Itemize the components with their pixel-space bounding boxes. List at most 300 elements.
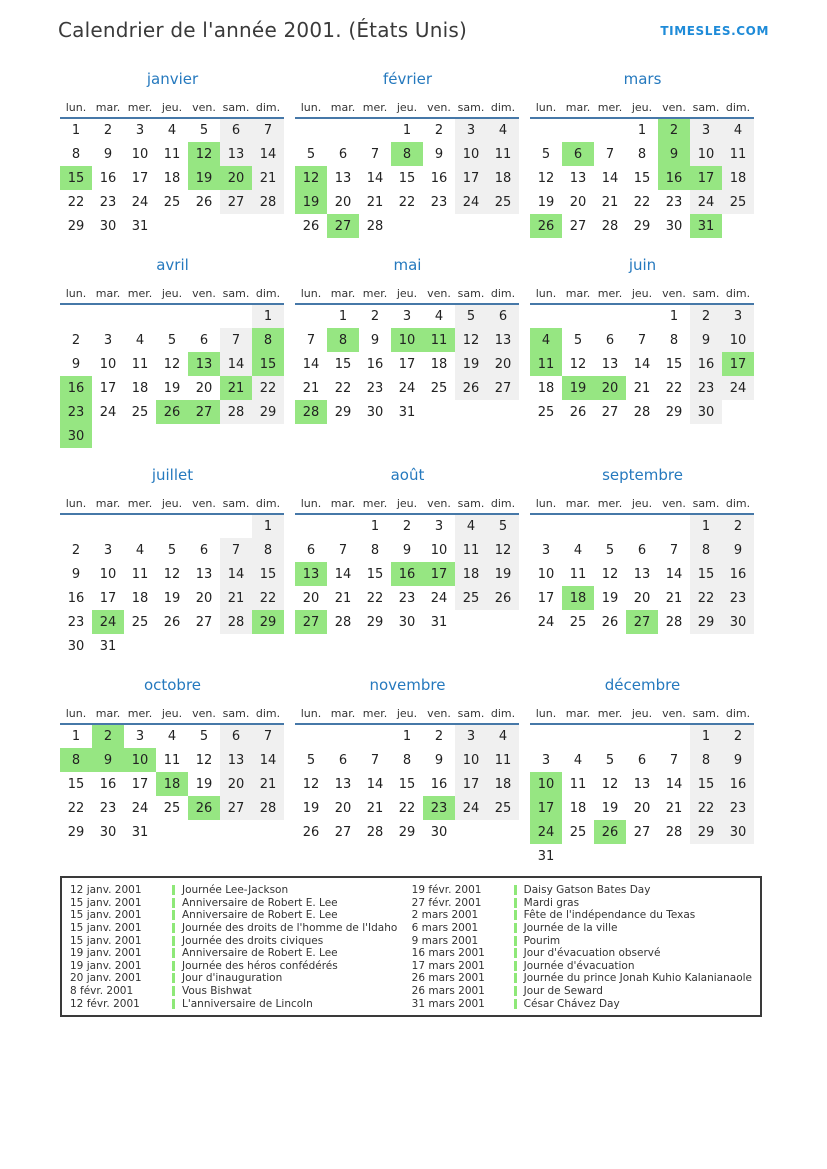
legend-event-name: Anniversaire de Robert E. Lee bbox=[182, 896, 338, 909]
day-cell: 4 bbox=[573, 752, 583, 768]
day-cell: 7 bbox=[338, 542, 348, 558]
legend-column bbox=[412, 884, 752, 1010]
empty-day-cell bbox=[60, 304, 92, 328]
day-cell: 3 bbox=[103, 332, 113, 348]
day-header: lun. bbox=[65, 286, 87, 300]
empty-day-cell bbox=[359, 724, 391, 748]
day-cell: 18 bbox=[430, 356, 448, 372]
day-cell: 31 bbox=[131, 218, 149, 234]
day-cell: 25 bbox=[131, 614, 149, 630]
day-cell: 31 bbox=[537, 848, 555, 864]
day-cell: 17 bbox=[537, 590, 555, 606]
day-cell: 22 bbox=[67, 800, 85, 816]
day-header: mer. bbox=[127, 706, 153, 720]
day-cell: 8 bbox=[669, 332, 679, 348]
day-cell: 25 bbox=[163, 800, 181, 816]
legend-date: 26 mars 2001 bbox=[411, 972, 485, 985]
day-cell: 7 bbox=[370, 146, 380, 162]
month-mai bbox=[295, 256, 520, 448]
site-link[interactable]: TIMESLES.COM bbox=[660, 24, 769, 38]
holiday-day-cell: 16 bbox=[391, 562, 423, 586]
day-header: sam. bbox=[222, 286, 250, 300]
empty-day-cell bbox=[455, 214, 487, 238]
legend-entry bbox=[70, 934, 400, 947]
day-cell: 5 bbox=[306, 146, 316, 162]
holiday-day-cell: 26 bbox=[188, 796, 220, 820]
day-cell: 6 bbox=[220, 724, 252, 748]
holiday-day-cell: 18 bbox=[562, 586, 594, 610]
day-cell: 5 bbox=[306, 752, 316, 768]
legend-entry bbox=[412, 960, 752, 973]
day-cell: 7 bbox=[220, 538, 252, 562]
day-cell: 1 bbox=[71, 123, 81, 138]
legend-event-name: Jour d'inauguration bbox=[182, 972, 283, 985]
day-cell: 17 bbox=[455, 772, 487, 796]
day-cell: 12 bbox=[601, 566, 619, 582]
legend-event-name: Journée Lee-Jackson bbox=[182, 884, 289, 897]
holiday-day-cell: 26 bbox=[594, 820, 626, 844]
day-cell: 12 bbox=[487, 538, 519, 562]
holiday-day-cell: 15 bbox=[60, 166, 92, 190]
holiday-marker-icon bbox=[172, 986, 175, 996]
holiday-day-cell: 9 bbox=[658, 142, 690, 166]
day-cell: 9 bbox=[434, 752, 444, 768]
day-header: mar. bbox=[95, 100, 121, 114]
legend-date: 19 févr. 2001 bbox=[411, 884, 482, 897]
day-header: jeu. bbox=[161, 496, 183, 510]
day-cell: 21 bbox=[665, 800, 683, 816]
day-cell: 15 bbox=[398, 170, 416, 186]
day-cell: 29 bbox=[334, 404, 352, 420]
day-header: mar. bbox=[330, 286, 356, 300]
day-cell: 19 bbox=[601, 590, 619, 606]
day-header: ven. bbox=[192, 286, 216, 300]
day-cell: 6 bbox=[338, 752, 348, 768]
day-cell: 4 bbox=[167, 123, 177, 138]
day-cell: 12 bbox=[195, 752, 213, 768]
empty-day-cell bbox=[188, 304, 220, 328]
day-cell: 1 bbox=[71, 729, 81, 744]
day-cell: 30 bbox=[722, 820, 754, 844]
legend-entry bbox=[412, 934, 752, 947]
day-cell: 7 bbox=[370, 752, 380, 768]
day-header: mar. bbox=[330, 706, 356, 720]
day-cell: 21 bbox=[252, 772, 284, 796]
empty-day-cell bbox=[626, 304, 658, 328]
day-cell: 3 bbox=[434, 519, 444, 534]
day-cell: 29 bbox=[690, 820, 722, 844]
day-cell: 5 bbox=[199, 729, 209, 744]
empty-day-cell bbox=[530, 304, 562, 328]
month-title: janvier bbox=[146, 70, 199, 88]
holiday-day-cell: 23 bbox=[60, 400, 92, 424]
day-cell: 3 bbox=[135, 729, 145, 744]
day-cell: 15 bbox=[334, 356, 352, 372]
holiday-day-cell: 20 bbox=[220, 166, 252, 190]
legend-entry bbox=[412, 947, 752, 960]
day-cell: 30 bbox=[67, 638, 85, 654]
legend-entry bbox=[70, 922, 400, 935]
empty-day-cell bbox=[594, 514, 626, 538]
month-table bbox=[295, 283, 519, 424]
day-cell: 25 bbox=[163, 194, 181, 210]
day-header: ven. bbox=[192, 100, 216, 114]
day-cell: 8 bbox=[71, 146, 81, 162]
day-cell: 29 bbox=[252, 400, 284, 424]
day-cell: 2 bbox=[71, 542, 81, 558]
day-cell: 5 bbox=[541, 146, 551, 162]
month-table bbox=[295, 97, 519, 238]
day-cell: 3 bbox=[722, 304, 754, 328]
day-cell: 15 bbox=[690, 772, 722, 796]
day-cell: 15 bbox=[252, 562, 284, 586]
day-cell: 23 bbox=[366, 380, 384, 396]
day-header: dim. bbox=[490, 496, 516, 510]
legend-date: 19 janv. 2001 bbox=[70, 959, 142, 972]
empty-day-cell bbox=[188, 820, 220, 844]
day-header: sam. bbox=[222, 706, 250, 720]
day-cell: 24 bbox=[455, 190, 487, 214]
holiday-day-cell: 27 bbox=[626, 610, 658, 634]
day-header: mer. bbox=[127, 496, 153, 510]
day-cell: 14 bbox=[220, 562, 252, 586]
day-cell: 29 bbox=[67, 218, 85, 234]
empty-day-cell bbox=[626, 514, 658, 538]
empty-day-cell bbox=[156, 634, 188, 658]
empty-day-cell bbox=[722, 214, 754, 238]
day-cell: 11 bbox=[131, 356, 149, 372]
holiday-marker-icon bbox=[172, 923, 175, 933]
day-cell: 21 bbox=[302, 380, 320, 396]
day-header: dim. bbox=[255, 100, 281, 114]
month-table bbox=[530, 493, 754, 634]
empty-day-cell bbox=[220, 214, 252, 238]
day-cell: 30 bbox=[99, 218, 117, 234]
day-cell: 22 bbox=[366, 590, 384, 606]
day-cell: 23 bbox=[722, 586, 754, 610]
day-cell: 10 bbox=[131, 146, 149, 162]
day-cell: 11 bbox=[455, 538, 487, 562]
day-cell: 6 bbox=[637, 752, 647, 768]
day-cell: 13 bbox=[633, 776, 651, 792]
holiday-day-cell: 17 bbox=[722, 352, 754, 376]
day-header: dim. bbox=[725, 286, 751, 300]
day-cell: 20 bbox=[334, 194, 352, 210]
day-cell: 10 bbox=[690, 142, 722, 166]
legend-date: 27 févr. 2001 bbox=[411, 896, 482, 909]
legend-date: 15 janv. 2001 bbox=[70, 922, 142, 935]
month-juillet bbox=[60, 466, 285, 658]
day-cell: 24 bbox=[131, 194, 149, 210]
holiday-day-cell: 2 bbox=[658, 118, 690, 142]
legend-entry bbox=[70, 947, 400, 960]
day-cell: 25 bbox=[487, 190, 519, 214]
day-header: mar. bbox=[95, 496, 121, 510]
day-cell: 26 bbox=[302, 824, 320, 840]
day-cell: 10 bbox=[99, 356, 117, 372]
day-header: mer. bbox=[362, 100, 388, 114]
day-cell: 24 bbox=[537, 614, 555, 630]
day-cell: 18 bbox=[455, 562, 487, 586]
day-cell: 6 bbox=[637, 542, 647, 558]
legend-date: 2 mars 2001 bbox=[411, 909, 479, 922]
holiday-day-cell: 8 bbox=[60, 748, 92, 772]
day-cell: 2 bbox=[690, 304, 722, 328]
day-cell: 22 bbox=[252, 586, 284, 610]
empty-day-cell bbox=[359, 118, 391, 142]
day-cell: 4 bbox=[487, 118, 519, 142]
empty-day-cell bbox=[487, 214, 519, 238]
day-cell: 18 bbox=[722, 166, 754, 190]
day-header: dim. bbox=[490, 286, 516, 300]
day-cell: 5 bbox=[199, 123, 209, 138]
day-cell: 7 bbox=[252, 724, 284, 748]
month-table bbox=[60, 283, 284, 448]
day-cell: 18 bbox=[487, 166, 519, 190]
day-cell: 21 bbox=[252, 166, 284, 190]
legend-date: 12 janv. 2001 bbox=[70, 884, 142, 897]
day-cell: 2 bbox=[71, 332, 81, 348]
day-cell: 23 bbox=[398, 590, 416, 606]
day-header: ven. bbox=[192, 706, 216, 720]
day-cell: 9 bbox=[402, 542, 412, 558]
day-cell: 25 bbox=[430, 380, 448, 396]
month-title: octobre bbox=[143, 676, 202, 694]
day-cell: 18 bbox=[163, 170, 181, 186]
day-cell: 28 bbox=[220, 610, 252, 634]
empty-day-cell bbox=[252, 424, 284, 448]
day-header: sam. bbox=[692, 100, 720, 114]
day-cell: 22 bbox=[67, 194, 85, 210]
day-cell: 3 bbox=[541, 752, 551, 768]
day-header: mar. bbox=[565, 496, 591, 510]
day-cell: 1 bbox=[370, 519, 380, 534]
day-cell: 6 bbox=[487, 304, 519, 328]
page-header bbox=[0, 0, 827, 42]
day-cell: 5 bbox=[605, 752, 615, 768]
day-header: sam. bbox=[457, 496, 485, 510]
day-cell: 16 bbox=[722, 562, 754, 586]
day-cell: 25 bbox=[722, 190, 754, 214]
holiday-marker-icon bbox=[172, 898, 175, 908]
day-cell: 14 bbox=[302, 356, 320, 372]
day-cell: 16 bbox=[67, 590, 85, 606]
day-cell: 24 bbox=[455, 796, 487, 820]
legend-date: 15 janv. 2001 bbox=[70, 909, 142, 922]
empty-day-cell bbox=[423, 214, 455, 238]
day-cell: 4 bbox=[573, 542, 583, 558]
day-cell: 12 bbox=[537, 170, 555, 186]
day-cell: 2 bbox=[434, 123, 444, 138]
month-novembre bbox=[295, 676, 520, 868]
month-title: juin bbox=[628, 256, 657, 274]
day-cell: 30 bbox=[722, 610, 754, 634]
day-cell: 29 bbox=[665, 404, 683, 420]
day-cell: 24 bbox=[131, 800, 149, 816]
holiday-day-cell: 9 bbox=[92, 748, 124, 772]
day-cell: 27 bbox=[601, 404, 619, 420]
holiday-day-cell: 27 bbox=[327, 214, 359, 238]
empty-day-cell bbox=[220, 820, 252, 844]
holiday-day-cell: 16 bbox=[60, 376, 92, 400]
empty-day-cell bbox=[124, 634, 156, 658]
day-cell: 30 bbox=[398, 614, 416, 630]
empty-day-cell bbox=[423, 400, 455, 424]
day-cell: 13 bbox=[633, 566, 651, 582]
day-header: jeu. bbox=[631, 286, 653, 300]
empty-day-cell bbox=[487, 820, 519, 844]
day-cell: 1 bbox=[402, 729, 412, 744]
day-cell: 2 bbox=[103, 123, 113, 138]
holiday-marker-icon bbox=[514, 961, 517, 971]
page-title: Calendrier de l'année 2001. (États Unis) bbox=[58, 18, 467, 42]
day-cell: 3 bbox=[541, 542, 551, 558]
empty-day-cell bbox=[562, 514, 594, 538]
day-cell: 6 bbox=[306, 542, 316, 558]
day-header: jeu. bbox=[161, 100, 183, 114]
day-cell: 24 bbox=[722, 376, 754, 400]
day-cell: 21 bbox=[334, 590, 352, 606]
day-cell: 30 bbox=[665, 218, 683, 234]
day-header: lun. bbox=[65, 706, 87, 720]
holiday-day-cell: 20 bbox=[594, 376, 626, 400]
empty-day-cell bbox=[92, 304, 124, 328]
day-header: jeu. bbox=[161, 286, 183, 300]
day-header: mar. bbox=[330, 496, 356, 510]
day-cell: 31 bbox=[131, 824, 149, 840]
day-cell: 10 bbox=[722, 328, 754, 352]
day-cell: 5 bbox=[573, 332, 583, 348]
day-header: dim. bbox=[725, 100, 751, 114]
day-header: mer. bbox=[597, 100, 623, 114]
day-cell: 13 bbox=[601, 356, 619, 372]
day-cell: 8 bbox=[252, 538, 284, 562]
day-cell: 9 bbox=[434, 146, 444, 162]
day-cell: 29 bbox=[633, 218, 651, 234]
day-cell: 14 bbox=[252, 142, 284, 166]
empty-day-cell bbox=[188, 634, 220, 658]
day-cell: 22 bbox=[633, 194, 651, 210]
month-title: novembre bbox=[369, 676, 446, 694]
empty-day-cell bbox=[124, 424, 156, 448]
day-cell: 7 bbox=[669, 752, 679, 768]
day-cell: 21 bbox=[366, 194, 384, 210]
day-header: mer. bbox=[362, 706, 388, 720]
day-cell: 21 bbox=[220, 586, 252, 610]
day-cell: 21 bbox=[366, 800, 384, 816]
day-cell: 16 bbox=[722, 772, 754, 796]
day-cell: 20 bbox=[633, 800, 651, 816]
empty-day-cell bbox=[220, 634, 252, 658]
legend-event-name: Jour de Seward bbox=[523, 985, 603, 998]
day-header: mar. bbox=[565, 100, 591, 114]
month-décembre bbox=[530, 676, 755, 868]
legend-column bbox=[70, 884, 400, 1010]
day-header: ven. bbox=[662, 706, 686, 720]
day-header: jeu. bbox=[161, 706, 183, 720]
day-header: lun. bbox=[65, 100, 87, 114]
empty-day-cell bbox=[188, 424, 220, 448]
day-cell: 14 bbox=[252, 748, 284, 772]
day-header: mar. bbox=[565, 706, 591, 720]
day-cell: 9 bbox=[71, 356, 81, 372]
legend-event-name: Anniversaire de Robert E. Lee bbox=[182, 947, 338, 960]
day-cell: 20 bbox=[487, 352, 519, 376]
holiday-day-cell: 29 bbox=[252, 610, 284, 634]
empty-day-cell bbox=[722, 844, 754, 868]
day-cell: 14 bbox=[334, 566, 352, 582]
day-cell: 11 bbox=[569, 566, 587, 582]
legend-event-name: César Chávez Day bbox=[523, 997, 620, 1010]
day-cell: 16 bbox=[430, 170, 448, 186]
day-header: sam. bbox=[222, 100, 250, 114]
day-header: sam. bbox=[692, 706, 720, 720]
day-cell: 19 bbox=[163, 590, 181, 606]
month-table bbox=[295, 703, 519, 844]
legend-entry bbox=[70, 884, 400, 897]
month-title: février bbox=[382, 70, 433, 88]
day-cell: 1 bbox=[338, 309, 348, 324]
day-cell: 9 bbox=[690, 328, 722, 352]
day-cell: 6 bbox=[220, 118, 252, 142]
empty-day-cell bbox=[295, 118, 327, 142]
day-cell: 16 bbox=[366, 356, 384, 372]
day-cell: 19 bbox=[195, 776, 213, 792]
holiday-day-cell: 17 bbox=[423, 562, 455, 586]
day-cell: 22 bbox=[398, 800, 416, 816]
empty-day-cell bbox=[327, 514, 359, 538]
day-cell: 20 bbox=[195, 590, 213, 606]
day-header: lun. bbox=[535, 100, 557, 114]
empty-day-cell bbox=[252, 634, 284, 658]
empty-day-cell bbox=[562, 304, 594, 328]
holiday-day-cell: 26 bbox=[156, 400, 188, 424]
empty-day-cell bbox=[562, 844, 594, 868]
day-cell: 28 bbox=[252, 190, 284, 214]
legend-date: 12 févr. 2001 bbox=[70, 997, 140, 1010]
day-cell: 4 bbox=[487, 724, 519, 748]
empty-day-cell bbox=[594, 724, 626, 748]
empty-day-cell bbox=[327, 118, 359, 142]
day-cell: 3 bbox=[135, 123, 145, 138]
month-title: mai bbox=[393, 256, 422, 274]
day-cell: 16 bbox=[99, 776, 117, 792]
day-cell: 25 bbox=[537, 404, 555, 420]
day-cell: 27 bbox=[569, 218, 587, 234]
empty-day-cell bbox=[530, 118, 562, 142]
day-header: mar. bbox=[95, 286, 121, 300]
day-cell: 3 bbox=[103, 542, 113, 558]
day-header: dim. bbox=[490, 100, 516, 114]
day-cell: 5 bbox=[487, 514, 519, 538]
day-cell: 27 bbox=[633, 824, 651, 840]
holiday-marker-icon bbox=[172, 973, 175, 983]
holiday-day-cell: 11 bbox=[530, 352, 562, 376]
month-janvier bbox=[60, 70, 285, 238]
day-cell: 7 bbox=[220, 328, 252, 352]
day-cell: 13 bbox=[487, 328, 519, 352]
day-cell: 19 bbox=[601, 800, 619, 816]
empty-day-cell bbox=[188, 514, 220, 538]
day-cell: 19 bbox=[487, 562, 519, 586]
day-cell: 13 bbox=[334, 170, 352, 186]
holiday-legend bbox=[60, 876, 762, 1017]
empty-day-cell bbox=[594, 844, 626, 868]
month-table bbox=[530, 283, 754, 424]
day-header: dim. bbox=[490, 706, 516, 720]
day-cell: 20 bbox=[334, 800, 352, 816]
day-cell: 1 bbox=[669, 309, 679, 324]
